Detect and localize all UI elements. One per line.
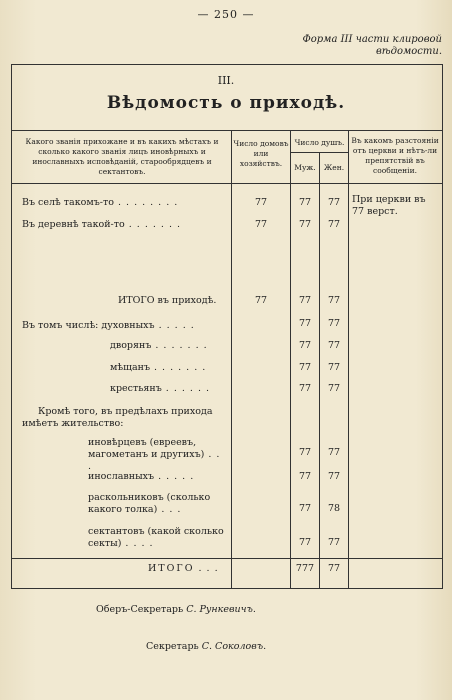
grand-total-male: 777 [295,563,315,574]
total-parish-houses: 77 [254,295,268,306]
row-raskol-female: 78 [327,503,341,514]
row-heterodox-label: иновѣрцевъ (евреевъ, магометанъ и другихъ) . . . [88,437,221,472]
row-inoslavnye-male: 77 [298,471,312,482]
row-village-label: Въ селѣ такомъ-то . . . . . . . . [22,197,179,208]
header-bottom-rule [11,183,443,184]
row-sectarians-female: 77 [327,537,341,548]
row-meshchane-female: 77 [327,362,341,373]
row-village-female: 77 [327,197,341,208]
row-hamlet-houses: 77 [254,219,268,230]
row-inoslavnye-female: 77 [327,471,341,482]
row-raskol-male: 77 [298,503,312,514]
total-parish-male: 77 [298,295,312,306]
row-peasants-male: 77 [298,383,312,394]
row-clergy-male: 77 [298,318,312,329]
header-col-female: Жен. [323,163,345,172]
total-parish-label: ИТОГО въ приходѣ. [118,295,217,306]
ober-secretary-signature: Оберъ-Секретарь С. Рункевичъ. [96,604,256,615]
row-village-male: 77 [298,197,312,208]
header-col-houses: Число домовъ или хозяйствъ. [233,139,289,168]
total-parish-female: 77 [327,295,341,306]
row-peasants-label: крестьянъ . . . . . . [110,383,211,394]
row-meshchane-male: 77 [298,362,312,373]
header-col-category: Какого званія прихожане и въ какихъ мѣстахъ и сколько какого званія лицъ иновѣрныхъ и инославныхъ исповѣданій, старообрядцевъ и сектантовъ. [25,137,219,176]
row-clergy-label: Въ томъ числѣ: духовныхъ . . . . . [22,320,195,331]
grand-total-female: 77 [327,563,341,574]
row-hamlet-male: 77 [298,219,312,230]
row-hamlet-label: Въ деревнѣ такой-то . . . . . . . [22,219,182,230]
col-divider-4 [348,130,349,589]
grand-total-rule [11,558,443,559]
row-sectarians-male: 77 [298,537,312,548]
header-col-souls: Число душъ. [294,138,345,147]
distance-note: При церкви въ 77 верст. [352,194,426,217]
header-col-distance: Въ какомъ разстояніи отъ церкви и нѣтъ-ли препятствій въ сообщеніи. [351,136,439,175]
row-nobles-female: 77 [327,340,341,351]
row-sectarians-label: сектантовъ (какой сколько секты) . . . . [88,526,224,549]
page-number: — 250 — [197,8,255,21]
row-village-houses: 77 [254,197,268,208]
row-nobles-label: дворянъ . . . . . . . [110,340,208,351]
row-heterodox-female: 77 [327,447,341,458]
row-meshchane-label: мѣщанъ . . . . . . . [110,362,207,373]
besides-note: Кромѣ того, въ предѣлахъ прихода имѣетъ жительство: [22,406,213,429]
form-note: Форма III части клировой вѣдомости. [302,34,442,57]
page-title: Вѣдомость о приходѣ. [106,93,346,113]
row-raskol-label: раскольниковъ (сколько какого толка) . . . [88,492,211,515]
row-nobles-male: 77 [298,340,312,351]
section-numeral: III. [217,74,235,87]
secretary-signature: Секретарь С. Соколовъ. [146,641,267,652]
grand-total-label: ИТОГО . . . [148,563,219,574]
row-hamlet-female: 77 [327,219,341,230]
row-clergy-female: 77 [327,318,341,329]
row-peasants-female: 77 [327,383,341,394]
row-heterodox-male: 77 [298,447,312,458]
table-top-rule [11,130,443,131]
header-col-male: Муж. [294,163,316,172]
row-inoslavnye-label: инославныхъ . . . . . [88,471,195,482]
